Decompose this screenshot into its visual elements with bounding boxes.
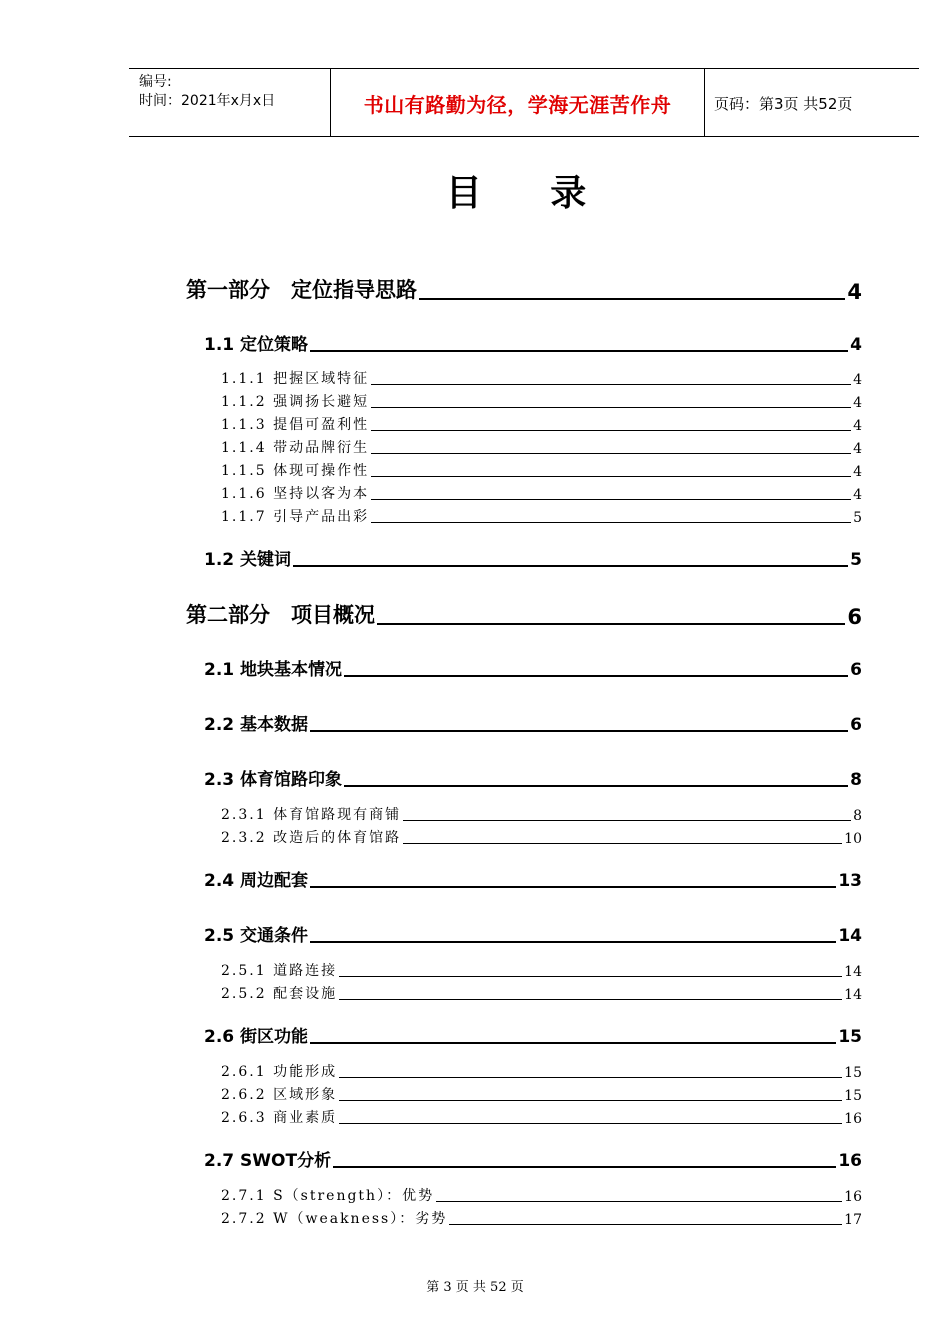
- toc-entry[interactable]: [204, 922, 862, 946]
- toc-leader-line: [436, 1201, 842, 1202]
- toc-leader-line: [310, 730, 848, 732]
- toc-entry-page: 4: [853, 395, 862, 411]
- toc-entry-label: 2.3 体育馆路印象: [204, 770, 343, 790]
- toc-entry-label: 2.7 SWOT分析: [204, 1151, 332, 1171]
- toc-entry-label: 2.2 基本数据: [204, 715, 309, 735]
- toc-entry[interactable]: [221, 1061, 862, 1081]
- toc-entry[interactable]: [204, 766, 862, 790]
- toc-entry[interactable]: [221, 483, 862, 503]
- toc-leader-line: [339, 999, 842, 1000]
- toc-entry-label: 2.6 街区功能: [204, 1027, 309, 1047]
- toc-entry-label: 2.5.2 配套设施: [221, 986, 338, 1002]
- toc-leader-line: [333, 1166, 836, 1168]
- toc-leader-line: [449, 1224, 842, 1225]
- toc-leader-line: [310, 350, 848, 352]
- toc-entry-page: 4: [853, 487, 862, 503]
- toc-leader-line: [339, 1100, 842, 1101]
- date-label: 时间：2021年x月x日: [139, 93, 276, 109]
- toc-entry[interactable]: [204, 546, 862, 570]
- toc-entry-label: 2.6.3 商业素质: [221, 1110, 338, 1126]
- header-motto: 书山有路勤为径，学海无涯苦作舟: [363, 93, 672, 117]
- toc-leader-line: [371, 476, 851, 477]
- toc-entry[interactable]: [204, 1023, 862, 1047]
- toc-entry-page: 13: [838, 871, 862, 891]
- toc-leader-line: [371, 499, 851, 500]
- toc-leader-line: [403, 820, 851, 821]
- toc-leader-line: [371, 522, 851, 523]
- toc-entry-page: 4: [853, 441, 862, 457]
- toc-entry-label: 2.5 交通条件: [204, 926, 309, 946]
- toc-entry-label: 2.6.2 区域形象: [221, 1087, 338, 1103]
- toc-entry-page: 16: [844, 1189, 862, 1205]
- toc-entry-page: 6: [847, 605, 862, 629]
- toc-entry-label: 1.1.2 强调扬长避短: [221, 394, 370, 410]
- toc-entry-page: 16: [844, 1111, 862, 1127]
- toc-entry[interactable]: [204, 867, 862, 891]
- toc-entry-page: 6: [850, 715, 862, 735]
- page-footer: 第 3 页 共 52 页: [426, 1280, 524, 1295]
- toc-entry[interactable]: [204, 656, 862, 680]
- toc-entry-label: 2.7.1 S（strength）：优势: [221, 1188, 435, 1204]
- toc-entry-page: 4: [853, 418, 862, 434]
- toc-entry-label: 1.1.4 带动品牌衍生: [221, 440, 370, 456]
- toc-entry-label: 2.5.1 道路连接: [221, 963, 338, 979]
- toc-entry-label: 1.1.3 提倡可盈利性: [221, 417, 370, 433]
- toc-leader-line: [310, 886, 836, 888]
- toc-leader-line: [371, 430, 851, 431]
- toc-entry-page: 4: [850, 335, 862, 355]
- toc-entry-page: 17: [844, 1212, 862, 1228]
- toc-entry[interactable]: [204, 1147, 862, 1171]
- toc-entry-page: 14: [844, 964, 862, 980]
- toc-leader-line: [339, 1077, 842, 1078]
- toc-entry-page: 4: [853, 372, 862, 388]
- toc-entry-label: 1.1.7 引导产品出彩: [221, 509, 370, 525]
- page-header: [129, 68, 919, 137]
- toc-entry-page: 4: [847, 280, 862, 304]
- toc-entry[interactable]: [221, 1185, 862, 1205]
- toc-leader-line: [344, 675, 848, 677]
- toc-entry-page: 8: [853, 808, 862, 824]
- toc-entry-page: 16: [838, 1151, 862, 1171]
- toc-entry[interactable]: [204, 711, 862, 735]
- toc-entry-label: 2.6.1 功能形成: [221, 1064, 338, 1080]
- toc-entry[interactable]: [221, 1107, 862, 1127]
- toc-entry-label: 1.2 关键词: [204, 550, 292, 570]
- toc-entry-label: 2.1 地块基本情况: [204, 660, 343, 680]
- toc-entry-page: 5: [850, 550, 862, 570]
- toc-entry-label: 第二部分 项目概况: [186, 603, 375, 627]
- toc-leader-line: [339, 1123, 842, 1124]
- toc-entry[interactable]: [221, 804, 862, 824]
- toc-entry-page: 14: [844, 987, 862, 1003]
- toc-leader-line: [344, 785, 848, 787]
- toc-leader-line: [371, 384, 851, 385]
- toc-leader-line: [310, 1042, 836, 1044]
- header-page-info: 页码：第3页 共52页: [714, 95, 853, 113]
- toc-entry-page: 10: [844, 831, 862, 847]
- toc-entry-page: 5: [853, 510, 862, 526]
- toc-entry-label: 1.1 定位策略: [204, 335, 309, 355]
- header-divider: [704, 69, 705, 136]
- toc-leader-line: [371, 407, 851, 408]
- toc-entry-label: 1.1.5 体现可操作性: [221, 463, 370, 479]
- toc-entry[interactable]: [186, 276, 862, 304]
- header-meta: [139, 73, 275, 111]
- toc-entry[interactable]: [186, 601, 862, 629]
- toc-entry-label: 2.7.2 W（weakness）：劣势: [221, 1211, 448, 1227]
- toc-leader-line: [403, 843, 842, 844]
- toc-entry-page: 4: [853, 464, 862, 480]
- toc-entry[interactable]: [221, 827, 862, 847]
- toc-entry-label: 2.3.2 改造后的体育馆路: [221, 830, 402, 846]
- toc-leader-line: [339, 976, 842, 977]
- toc-leader-line: [310, 941, 836, 943]
- toc-entry-page: 14: [838, 926, 862, 946]
- toc-leader-line: [377, 623, 845, 625]
- toc-entry-page: 6: [850, 660, 862, 680]
- toc-entry-label: 2.4 周边配套: [204, 871, 309, 891]
- toc-entry-page: 8: [850, 770, 862, 790]
- toc-entry[interactable]: [204, 331, 862, 355]
- toc-entry-page: 15: [838, 1027, 862, 1047]
- toc-leader-line: [371, 453, 851, 454]
- toc-leader-line: [419, 298, 845, 300]
- toc-entry-page: 15: [844, 1065, 862, 1081]
- toc-entry-label: 1.1.6 坚持以客为本: [221, 486, 370, 502]
- toc-entry[interactable]: [221, 960, 862, 980]
- toc-entry[interactable]: [221, 1208, 862, 1228]
- toc-leader-line: [293, 565, 848, 567]
- toc-entry[interactable]: [221, 1084, 862, 1104]
- toc-entry-label: 第一部分 定位指导思路: [186, 278, 417, 302]
- toc-entry-label: 1.1.1 把握区域特征: [221, 371, 370, 387]
- toc-entry[interactable]: [221, 460, 862, 480]
- toc-entry[interactable]: [221, 391, 862, 411]
- page-title: 目 录: [445, 173, 615, 214]
- toc-entry-label: 2.3.1 体育馆路现有商铺: [221, 807, 402, 823]
- toc-entry[interactable]: [221, 368, 862, 388]
- toc-entry[interactable]: [221, 414, 862, 434]
- toc-entry-page: 15: [844, 1088, 862, 1104]
- code-label: 编号:: [139, 74, 172, 90]
- toc-entry[interactable]: [221, 506, 862, 526]
- toc-entry[interactable]: [221, 983, 862, 1003]
- toc-entry[interactable]: [221, 437, 862, 457]
